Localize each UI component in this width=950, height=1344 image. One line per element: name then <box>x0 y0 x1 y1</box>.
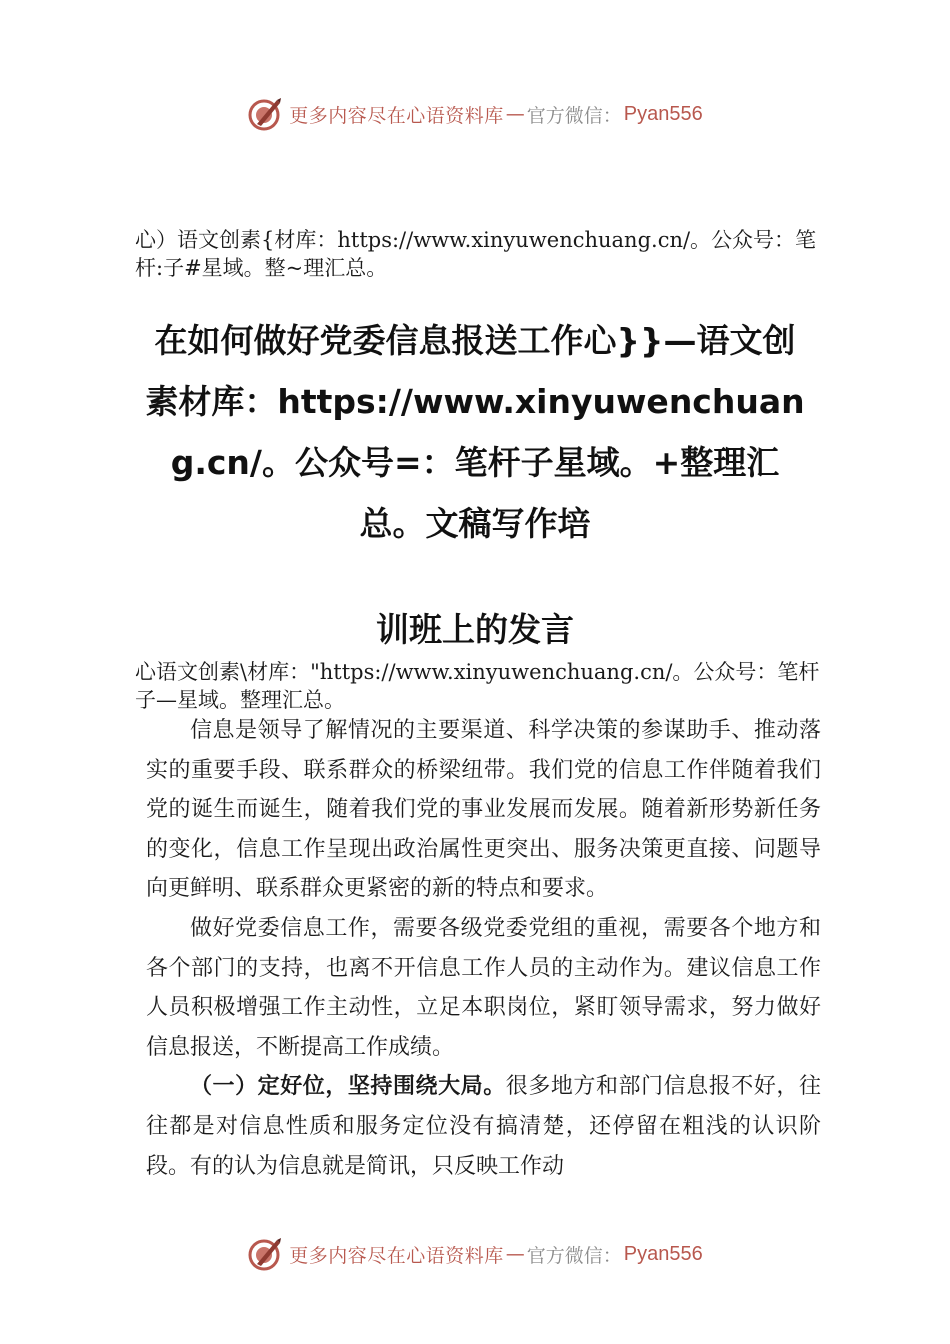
banner-wechat-id: Pyan556 <box>623 1242 703 1265</box>
paragraph-1: 信息是领导了解情况的主要渠道、科学决策的参谋助手、推动落实的重要手段、联系群众的桥梁纽带。我们党的信息工作伴随着我们党的诞生而诞生，随着我们党的事业发展而发展。随着新形势新任务的变化，信息工作呈现出政治属性更突出、服务决策更直接、问题导向更鲜明、联系群众更紧密的新的特点和要求。 <box>146 718 821 902</box>
banner-wechat-id: Pyan556 <box>623 102 703 125</box>
header-banner <box>0 94 950 134</box>
quill-logo-icon <box>247 96 283 132</box>
banner-wechat-label: 官方微信： <box>526 104 622 127</box>
paragraph-3-text: 很多地方和部门信息报不好，往往都是对信息性质和服务定位没有搞清楚，还停留在粗浅的认识阶段。有的认为信息就是简讯，只反映工作动 <box>146 1074 821 1179</box>
document-body <box>146 711 821 1186</box>
banner-wechat-label: 官方微信： <box>526 1244 622 1267</box>
banner-text: 更多内容尽在心语资料库 <box>289 104 504 127</box>
quill-logo-icon <box>247 1236 283 1272</box>
banner-separator: — <box>505 103 525 125</box>
footer-banner <box>0 1234 950 1274</box>
document-subtitle: 训班上的发言 <box>376 610 574 649</box>
section-heading-1: （一）定好位，坚持围绕大局。 <box>190 1074 506 1100</box>
paragraph-2: 做好党委信息工作，需要各级党委党组的重视，需要各个地方和各个部门的支持，也离不开信息工作人员的主动作为。建议信息工作人员积极增强工作主动性，立足本职岗位，紧盯领导需求，努力做好信息报送，不断提高工作成绩。 <box>146 915 821 1060</box>
source-note-middle: 心语文创素\材库："https://www.xinyuwenchuang.cn/。公众号：笔杆子—星域。整理汇总。 <box>135 660 820 712</box>
paragraph-3 <box>146 1067 821 1186</box>
banner-separator: — <box>505 1243 525 1265</box>
source-note-top: 心）语文创素{材库：https://www.xinyuwenchuang.cn/。公众号：笔杆:子#星域。整~理汇总。 <box>135 228 817 280</box>
document-title: 在如何做好党委信息报送工作心}}—语文创素材库：https://www.xinyuwenchuang.cn/。公众号=：笔杆子星域。+整理汇总。文稿写作培 <box>145 321 805 543</box>
banner-text: 更多内容尽在心语资料库 <box>289 1244 504 1267</box>
